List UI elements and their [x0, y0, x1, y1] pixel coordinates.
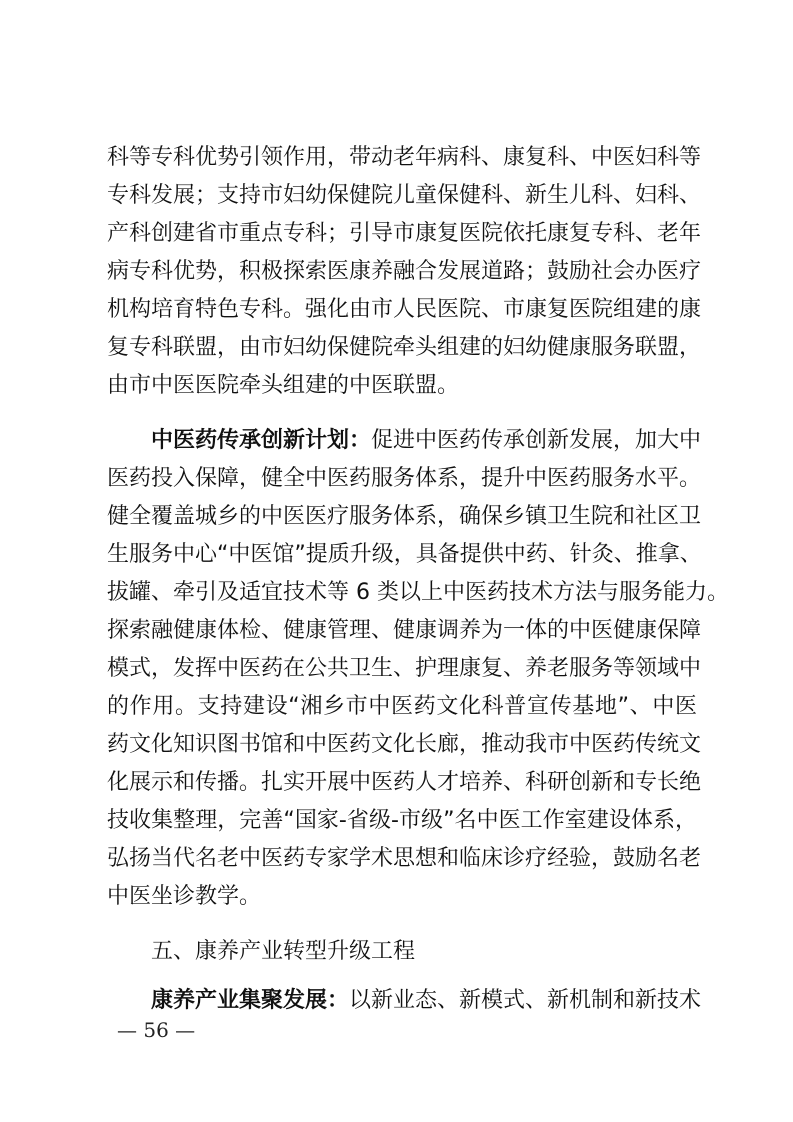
paragraph-first-line: [151, 982, 702, 1020]
paragraph-text: 以新业态、新模式、新机制和新技术: [349, 988, 702, 1013]
body-line: 产科创建省市重点专科；引导市康复医院依托康复专科、老年: [107, 221, 702, 246]
body-line: 复专科联盟，由市妇幼保健院牵头组建的妇幼健康服务联盟，: [107, 335, 702, 360]
body-line: 生服务中心“中医馆”提质升级，具备提供中药、针灸、推拿、: [107, 542, 702, 567]
body-line: 专科发展；支持市妇幼保健院儿童保健科、新生儿科、妇科、: [107, 183, 702, 208]
paragraph-text: 促进中医药传承创新发展，加大中: [371, 428, 702, 453]
paragraph-first-line: [151, 422, 702, 460]
body-line: 探索融健康体检、健康管理、健康调养为一体的中医健康保障: [107, 618, 702, 643]
body-line: 的作用。支持建设“湘乡市中医药文化科普宣传基地”、中医: [107, 694, 697, 719]
paragraph-lead: 康养产业集聚发展：: [151, 988, 350, 1013]
page-number: — 56 —: [117, 1018, 196, 1042]
body-line: 病专科优势，积极探索医康养融合发展道路；鼓励社会办医疗: [107, 259, 702, 284]
body-line: 医药投入保障，健全中医药服务体系，提升中医药服务水平。: [107, 466, 702, 491]
body-line: 化展示和传播。扎实开展中医药人才培养、科研创新和专长绝: [107, 770, 702, 795]
body-line: 由市中医医院牵头组建的中医联盟。: [107, 373, 460, 398]
paragraph-lead: 中医药传承创新计划：: [151, 428, 372, 453]
body-line: 药文化知识图书馆和中医药文化长廊，推动我市中医药传统文: [107, 732, 702, 757]
body-line: 模式，发挥中医药在公共卫生、护理康复、养老服务等领域中: [107, 656, 702, 681]
body-line: 中医坐诊教学。: [107, 884, 262, 909]
body-line: 健全覆盖城乡的中医医疗服务体系，确保乡镇卫生院和社区卫: [107, 504, 702, 529]
body-line: 技收集整理，完善“国家-省级-市级”名中医工作室建设体系，: [107, 808, 697, 833]
body-line: 科等专科优势引领作用，带动老年病科、康复科、中医妇科等: [107, 145, 702, 170]
body-line: 拔罐、牵引及适宜技术等 6 类以上中医药技术方法与服务能力。: [107, 580, 729, 605]
body-line: 弘扬当代名老中医药专家学术思想和临床诊疗经验，鼓励名老: [107, 846, 702, 871]
section-heading: 五、康养产业转型升级工程: [151, 939, 416, 964]
body-line: 机构培育特色专科。强化由市人民医院、市康复医院组建的康: [107, 297, 702, 322]
